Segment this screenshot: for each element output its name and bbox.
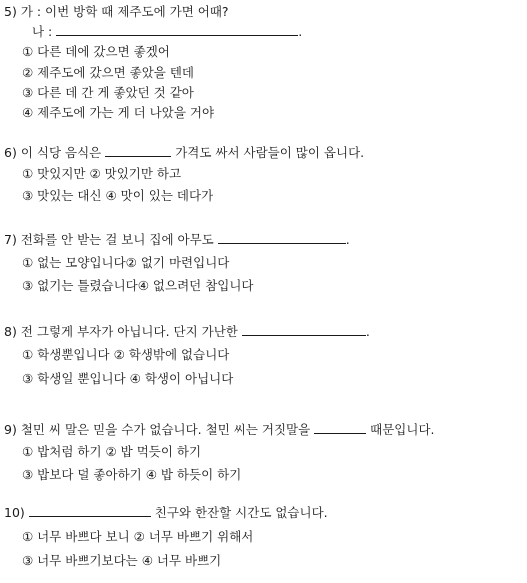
- question-text: 전 그렇게 부자가 아닙니다. 단지 가난한: [20, 324, 238, 339]
- question-text-end: 친구와 한잔할 시간도 없습니다.: [154, 505, 328, 520]
- question-text: 이 식당 음식은: [20, 145, 102, 160]
- question-text-end: 때문입니다.: [370, 422, 435, 437]
- answer-blank: [218, 232, 346, 244]
- option: ① 학생뿐입니다 ② 학생밖에 없습니다: [22, 347, 230, 362]
- question-number: 6): [4, 145, 17, 160]
- option: ③ 밥보다 덜 좋아하기 ④ 밥 하듯이 하기: [22, 467, 242, 482]
- question-number: 8): [4, 324, 17, 339]
- question-7-prompt: [4, 232, 350, 248]
- option: ③ 다른 데 간 게 좋았던 것 같아: [22, 85, 194, 100]
- question-text: 철민 씨 말은 믿을 수가 없습니다. 철민 씨는 거짓말을: [20, 422, 311, 437]
- question-10-prompt: [4, 505, 328, 521]
- option: ② 제주도에 갔으면 좋았을 텐데: [22, 65, 195, 80]
- option: ④ 제주도에 가는 게 더 나았을 거야: [22, 105, 215, 120]
- answer-blank: [242, 324, 366, 336]
- question-8-prompt: [4, 324, 370, 340]
- question-6-prompt: [4, 145, 364, 161]
- answer-blank: [29, 505, 151, 517]
- question-text: 가 : 이번 방학 때 제주도에 가면 어때?: [20, 4, 229, 19]
- question-number: 5): [4, 4, 17, 19]
- question-number: 7): [4, 232, 17, 247]
- question-text-end: .: [345, 232, 350, 247]
- question-5-answer-line: [32, 24, 302, 40]
- option: ③ 맛있는 대신 ④ 맛이 있는 데다가: [22, 188, 214, 203]
- question-5-prompt: [4, 4, 229, 20]
- option: ① 너무 바쁘다 보니 ② 너무 바쁘기 위해서: [22, 529, 254, 544]
- option: ① 밥처럼 하기 ② 밥 먹듯이 하기: [22, 444, 202, 459]
- answer-blank: [314, 422, 366, 434]
- option: ③ 학생일 뿐입니다 ④ 학생이 아닙니다: [22, 371, 234, 386]
- question-text: 전화를 안 받는 걸 보니 집에 아무도: [20, 232, 214, 247]
- question-text-end: .: [365, 324, 370, 339]
- option: ① 다른 데에 갔으면 좋겠어: [22, 44, 170, 59]
- option: ① 없는 모양입니다② 없기 마련입니다: [22, 255, 230, 270]
- option: ① 맛있지만 ② 맛있기만 하고: [22, 166, 182, 181]
- question-number: 9): [4, 422, 17, 437]
- question-text-end: .: [298, 24, 303, 39]
- answer-blank: [56, 24, 298, 36]
- answer-blank: [105, 145, 171, 157]
- option: ③ 너무 바쁘기보다는 ④ 너무 바쁘기: [22, 553, 222, 568]
- question-text-end: 가격도 싸서 사람들이 많이 옵니다.: [175, 145, 365, 160]
- speaker-label: 나 :: [32, 24, 53, 39]
- question-number: 10): [4, 505, 25, 520]
- question-9-prompt: [4, 422, 435, 438]
- option: ③ 없기는 틀렸습니다④ 없으려던 참입니다: [22, 278, 254, 293]
